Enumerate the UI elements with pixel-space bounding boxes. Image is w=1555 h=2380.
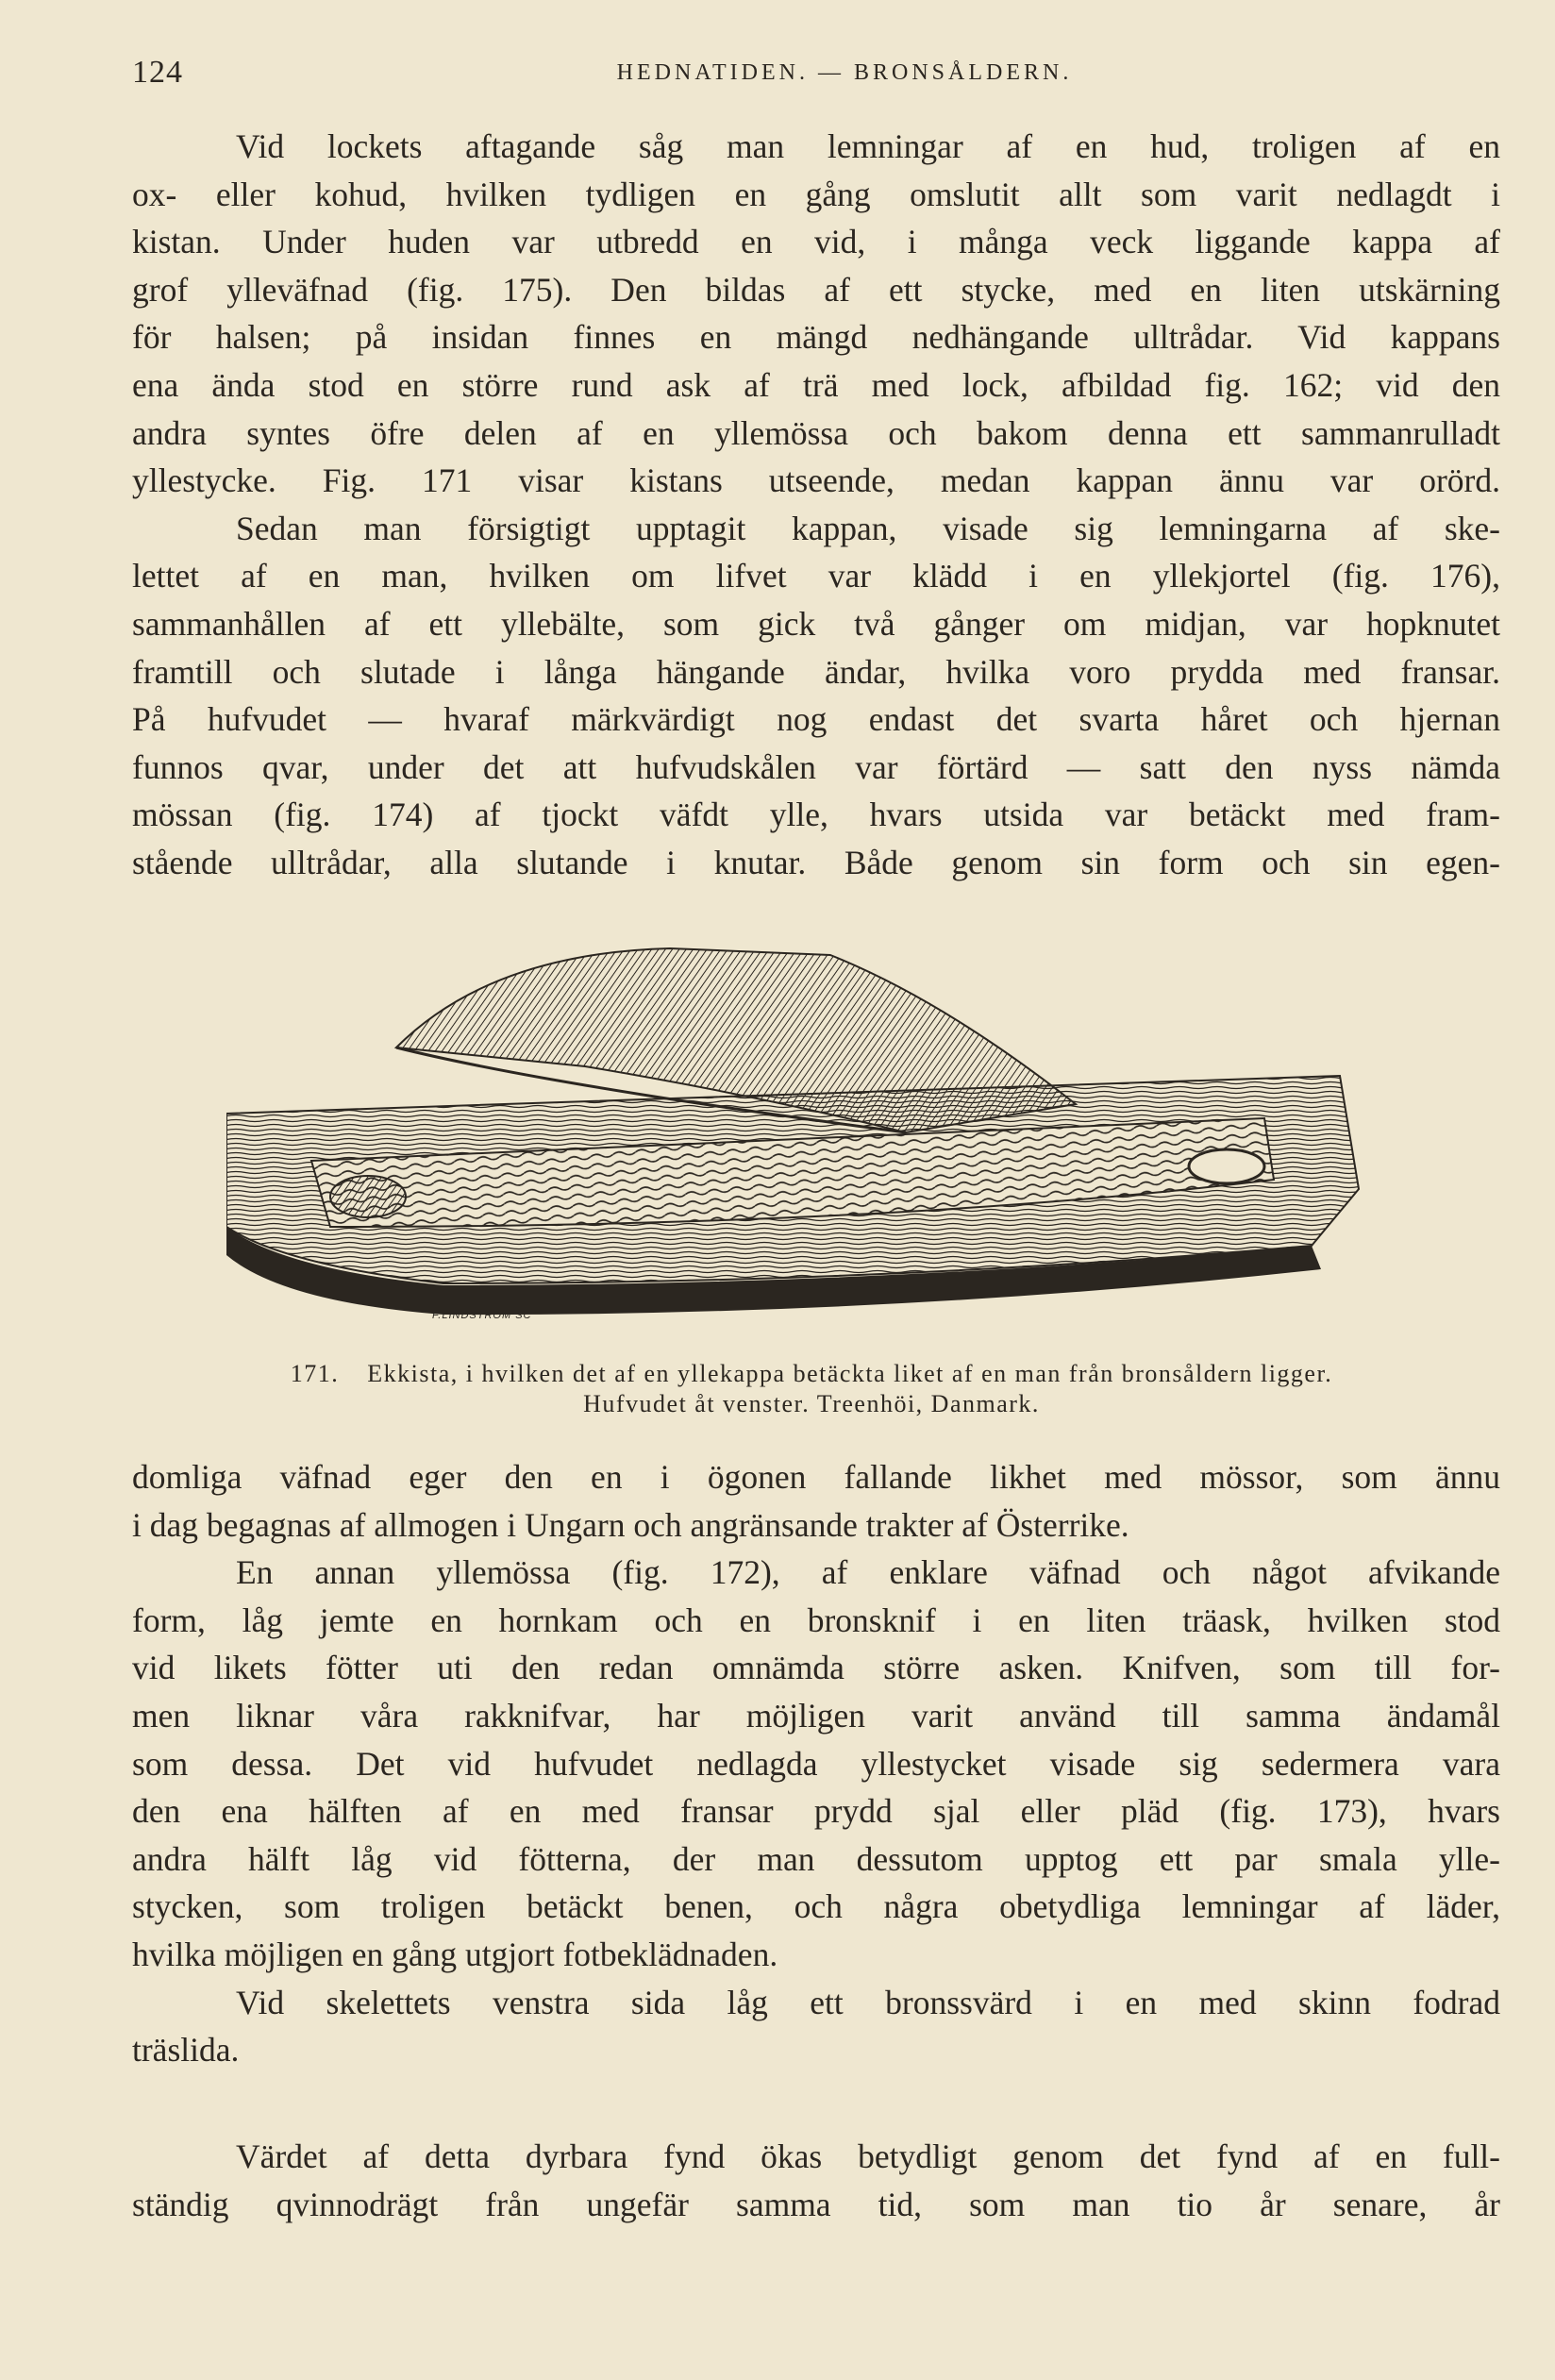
round-box: [1189, 1149, 1264, 1183]
paragraph: [132, 1549, 1500, 1978]
text-line: form, låg jemte en hornkam och en bronsknif i en liten träask, hvilken stod: [132, 1601, 1500, 1639]
text-line: framtill och slutade i långa hängande ändar, hvilka voro prydda med fransar.: [132, 652, 1500, 691]
text-line: stående ulltrådar, alla slutande i knutar. Både genom sin form och sin egen-: [132, 843, 1500, 881]
text-line: den ena hälften af en med fransar prydd sjal eller pläd (fig. 173), hvars: [132, 1792, 1500, 1831]
text-line: som dessa. Det vid hufvudet nedlagda yllestycket visade sig sedermera vara: [132, 1744, 1500, 1783]
text-line: ena ända stod en större rund ask af trä med lock, afbildad fig. 162; vid den: [132, 365, 1500, 404]
text-line: Värdet af detta dyrbara fynd ökas betydligt genom det fynd af en full-: [236, 2137, 1500, 2175]
page-header: [132, 55, 1500, 92]
text-line: andra syntes öfre delen af en yllemössa och bakom denna ett sammanrulladt: [132, 413, 1500, 452]
text-line: Vid skelettets venstra sida låg ett bronssvärd i en med skinn fodrad: [236, 1983, 1500, 2021]
coffin-trunk: [226, 1076, 1359, 1315]
text-block-bottom: [132, 2133, 1500, 2228]
text-line: stycken, som troligen betäckt benen, och några obetydliga lemningar af läder,: [132, 1887, 1500, 1926]
paragraph: [132, 1979, 1500, 2074]
caption-line: Hufvudet åt venster. Treenhöi, Danmark.: [583, 1390, 1040, 1417]
text-line: andra hälft låg vid fötterna, der man dessutom upptog ett par smala ylle-: [132, 1839, 1500, 1878]
text-line: grof ylleväfnad (fig. 175). Den bildas af ett stycke, med en liten utskärning: [132, 270, 1500, 309]
text-line: På hufvudet — hvaraf märkvärdigt nog endast det svarta håret och hjernan: [132, 700, 1500, 739]
caption-number: 171.: [290, 1360, 340, 1387]
text-line: mössan (fig. 174) af tjockt väfdt ylle, hvars utsida var betäckt med fram-: [132, 796, 1500, 834]
text-line: En annan yllemössa (fig. 172), af enklare väfnad och något afvikande: [236, 1553, 1500, 1592]
text-line: sammanhållen af ett yllebälte, som gick två gånger om midjan, var hopknutet: [132, 604, 1500, 643]
caption-line: [160, 1359, 1463, 1389]
figure-caption: [160, 1359, 1463, 1419]
paragraph: [132, 2133, 1500, 2228]
text-line: yllestycke. Fig. 171 visar kistans utseende, medan kappan ännu var orörd.: [132, 461, 1500, 500]
paragraph: [132, 1453, 1500, 1549]
text-line: för halsen; på insidan finnes en mängd nedhängande ulltrådar. Vid kappans: [132, 318, 1500, 357]
text-block-top: [132, 123, 1500, 887]
text-line: funnos qvar, under det att hufvudskålen var förtärd — satt den nyss nämda: [132, 747, 1500, 786]
text-line: ox- eller kohud, hvilken tydligen en gång omslutit allt som varit nedlagdt i: [132, 175, 1500, 213]
text-line: Sedan man försigtigt upptagit kappan, visade sig lemningarna af ske-: [236, 509, 1500, 547]
text-line: lettet af en man, hvilken om lifvet var klädd i en yllekjortel (fig. 176),: [132, 557, 1500, 595]
text-line: kistan. Under huden var utbredd en vid, i många veck liggande kappa af: [132, 223, 1500, 261]
paragraph: [132, 505, 1500, 887]
text-line: ständig qvinnodrägt från ungefär samma tid, som man tio år senare, år: [132, 2185, 1500, 2223]
text-line: Vid lockets aftagande såg man lemningar af en hud, troligen af en: [236, 127, 1500, 165]
figure-oak-coffin-engraving: [226, 944, 1378, 1321]
text-line: träslida.: [132, 2031, 240, 2070]
page-number: 124: [132, 55, 183, 90]
running-head: HEDNATIDEN. — BRONSÅLDERN.: [616, 60, 1073, 85]
caption-text: Ekkista, i hvilken det af en yllekappa betäckta liket af en man från bronsåldern ligger.: [367, 1360, 1333, 1387]
paragraph: [132, 123, 1500, 505]
text-line: hvilka möjligen en gång utgjort fotbeklädnaden.: [132, 1935, 778, 1973]
engraver-credit: F.LINDSTRÖM SC: [432, 1310, 532, 1321]
text-line: i dag begagnas af allmogen i Ungarn och angränsande trakter af Österrike.: [132, 1505, 1129, 1544]
text-block-middle: [132, 1453, 1500, 2074]
text-line: men liknar våra rakknifvar, har möjligen varit använd till samma ändamål: [132, 1696, 1500, 1735]
wool-cap: [330, 1176, 406, 1217]
text-line: domliga väfnad eger den en i ögonen fallande likhet med mössor, som ännu: [132, 1458, 1500, 1496]
text-line: vid likets fötter uti den redan omnämda större asken. Knifven, som till for-: [132, 1649, 1500, 1687]
